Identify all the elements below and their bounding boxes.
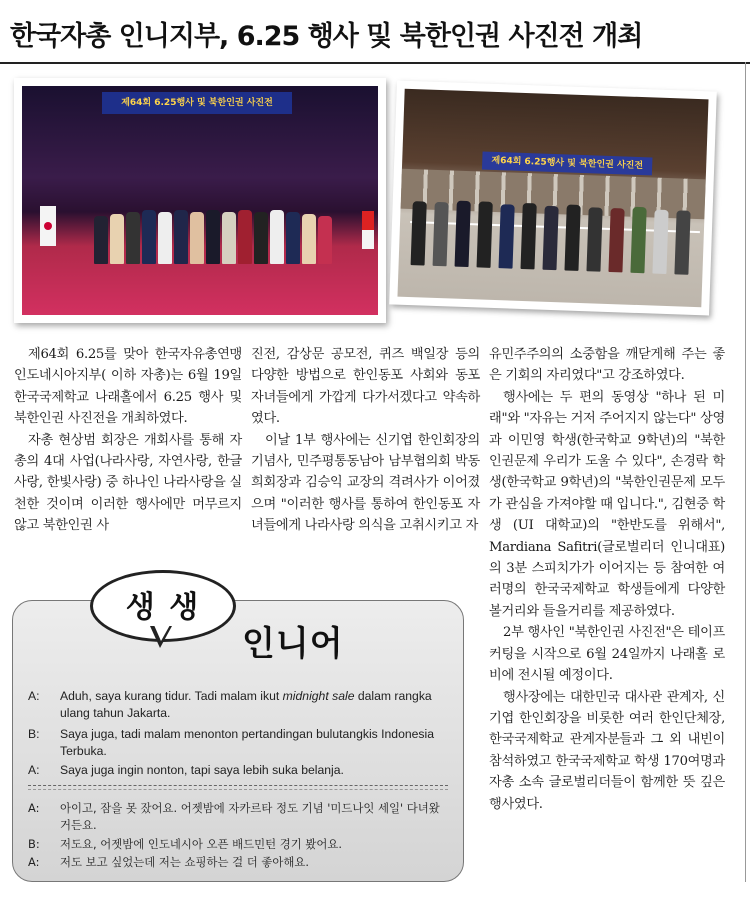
dialog-text: 저도요, 어젯밤에 인도네시아 오픈 배드민턴 경기 봤어요. [60, 837, 343, 851]
paragraph: 진전, 감상문 공모전, 퀴즈 백일장 등의 다양한 방법으로 한인동포 사회와 동포 자녀들에게 가깝게 다가서겠다고 약속하였다. [251, 347, 480, 427]
article-column-1 [14, 344, 242, 537]
bubble-label: 생 생 [125, 590, 201, 625]
dialog-text: Aduh, saya kurang tidur. Tadi malam ikut midnight sale dalam rangka ulang tahun Jakarta. [60, 689, 432, 720]
dialog-text: Saya juga, tadi malam menonton pertandingan bulutangkis Indonesia Terbuka. [60, 727, 435, 758]
divider [28, 789, 448, 790]
page-edge-line [745, 62, 746, 882]
header-rule [0, 62, 750, 64]
photo-stage-group [14, 78, 386, 323]
paragraph: 유민주주의의 소중함을 깨닫게해 주는 좋은 기회의 자리였다"고 강조하였다. [489, 347, 725, 384]
korean-flag [40, 206, 56, 246]
stage-banner: 제64회 6.25행사 및 북한인권 사진전 [102, 92, 292, 114]
paragraph: 제64회 6.25를 맞아 한국자유총연맹 인도네시아지부( 이하 자총)는 6월 19일 한국국제학교 나래홀에서 6.25 행사 및 북한인권 사진전을 개최하였다. [14, 347, 242, 427]
speaker-label: A: [28, 801, 40, 815]
paragraph: 행사에는 두 편의 동영상 "하나 된 미래"와 "자유는 거저 주어지지 않는다" 상영과 이민영 학생(한국학교 9학년)의 "북한인권문제 우리가 도울 수 있다", 손경락 학생(한국학교 9학년)의 "북한인권문제 모두가 관심을 가져야할 때 입니다.", 김현중 학생 (UI 대학교)의 "한반도를 위해서", Mardiana Safitri(글로벌리더 인니대표)의 3분 스피치가가 이어지는 등 참여한 여러명의 한국국제학교 학생들에게 다양한 볼거리와 들을거리를 제공하였다. [489, 389, 725, 619]
article-column-3 [489, 344, 725, 815]
indonesian-flag [362, 211, 374, 249]
paragraph: 자총 현상범 회장은 개회사를 통해 자총의 4대 사업(나라사랑, 자연사랑, 한글사랑, 한빛사랑) 중 하나인 나라사랑을 실천한 것이며 이러한 행사에만 머무르지 않고 북한인권 사 [14, 432, 242, 534]
speaker-label: A: [28, 855, 40, 869]
speaker-label: A: [28, 689, 40, 703]
paragraph: 이날 1부 행사에는 신기엽 한인회장의 기념사, 민주평통동남아 남부협의회 박동희회장과 김승익 교장의 격려사가 이어졌으며 "이러한 행사를 통하여 한인동포 자녀들에게 나라사랑 의식을 고취시키고 자 [251, 432, 480, 534]
dialog-text: Saya juga ingin nonton, tapi saya lebih suka belanja. [60, 763, 344, 777]
exhibition-banner: 제64회 6.25행사 및 북한인권 사진전 [482, 152, 653, 176]
corner-title: 인니어 [242, 624, 344, 664]
paragraph: 행사장에는 대한민국 대사관 관계자, 신기엽 한인회장을 비롯한 여러 한인단체장, 한국국제학교 관계자분들과 그 외 내빈이 참석하였고 한국국제학교 학생 170여명과 자총 소속 글로벌리더들이 함께한 뜻 깊은 행사였다. [489, 689, 725, 812]
headline: 한국자총 인니지부, 6.25 행사 및 북한인권 사진전 개최 [10, 21, 643, 52]
speaker-label: B: [28, 727, 40, 741]
photo-ribbon-cutting [389, 80, 717, 315]
divider [28, 785, 448, 786]
ribbon-cutters [405, 89, 709, 100]
speaker-label: A: [28, 763, 40, 777]
dialog-text: 저도 보고 싶었는데 저는 쇼핑하는 걸 더 좋아해요. [60, 855, 310, 869]
paragraph: 2부 행사인 "북한인권 사진전"은 테이프 커팅을 시작으로 6월 24일까지 나래홀 로비에 전시될 예정이다. [489, 625, 725, 684]
speaker-label: B: [28, 837, 40, 851]
article-column-2 [251, 344, 480, 537]
dialog-text: 아이고, 잠을 못 잤어요. 어젯밤에 자카르타 정도 기념 '미드나잇 세일' 다녀왔거든요. [60, 801, 440, 832]
